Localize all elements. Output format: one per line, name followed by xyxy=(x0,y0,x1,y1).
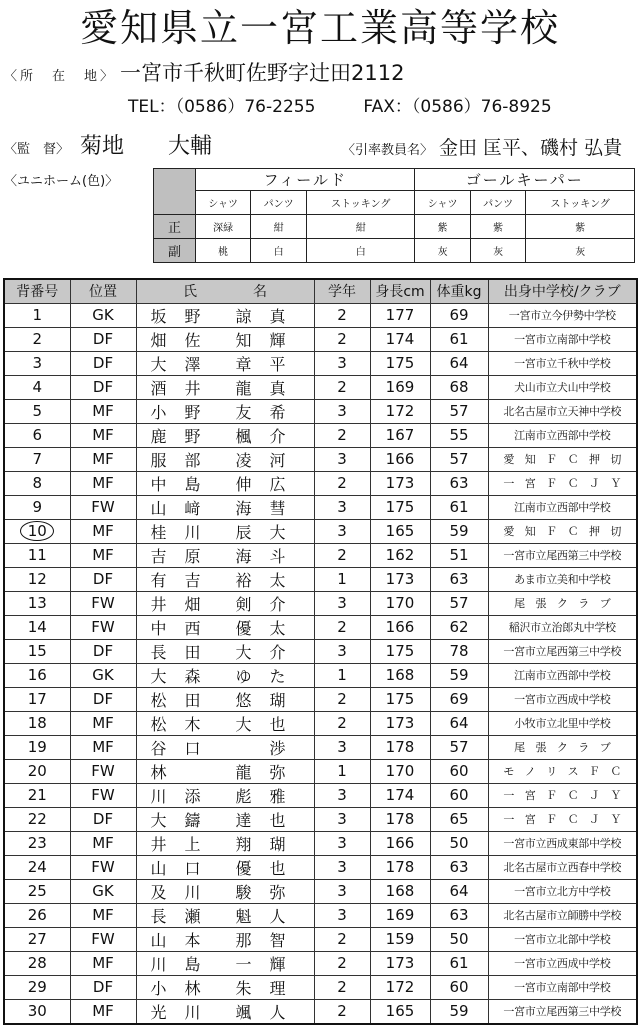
player-height: 165 xyxy=(370,999,430,1024)
player-weight: 50 xyxy=(430,831,488,855)
player-name: 松 田 悠 瑚 xyxy=(136,687,314,711)
player-number: 7 xyxy=(4,447,70,471)
table-row xyxy=(4,423,637,447)
player-grade: 1 xyxy=(314,663,370,687)
player-grade: 2 xyxy=(314,951,370,975)
player-grade: 1 xyxy=(314,759,370,783)
table-row xyxy=(4,495,637,519)
player-number: 1 xyxy=(4,303,70,327)
uniform-table xyxy=(153,168,635,263)
player-position: MF xyxy=(70,423,136,447)
table-row xyxy=(4,951,637,975)
player-name: 吉 原 海 斗 xyxy=(136,543,314,567)
player-school: 一宮市立尾西第三中学校 xyxy=(488,543,637,567)
player-height: 174 xyxy=(370,327,430,351)
player-grade: 3 xyxy=(314,735,370,759)
player-grade: 3 xyxy=(314,879,370,903)
table-row xyxy=(4,375,637,399)
player-height: 172 xyxy=(370,399,430,423)
uniform-item: パンツ xyxy=(470,191,526,215)
uniform-color: 深緑 xyxy=(196,215,251,239)
player-school: 一宮市立尾西第三中学校 xyxy=(488,999,637,1024)
player-name: 山 本 那 智 xyxy=(136,927,314,951)
header-height: 身長cm xyxy=(370,279,430,303)
player-grade: 2 xyxy=(314,375,370,399)
player-position: MF xyxy=(70,735,136,759)
table-row xyxy=(4,831,637,855)
player-weight: 55 xyxy=(430,423,488,447)
player-height: 169 xyxy=(370,375,430,399)
player-weight: 50 xyxy=(430,927,488,951)
uniform-item: シャツ xyxy=(196,191,251,215)
player-name: 服 部 凌 河 xyxy=(136,447,314,471)
table-row xyxy=(4,399,637,423)
player-weight: 57 xyxy=(430,591,488,615)
table-row xyxy=(4,975,637,999)
player-name: 大 森 ゆ た xyxy=(136,663,314,687)
player-weight: 57 xyxy=(430,399,488,423)
player-weight: 61 xyxy=(430,495,488,519)
player-position: DF xyxy=(70,351,136,375)
player-number: 4 xyxy=(4,375,70,399)
player-grade: 1 xyxy=(314,567,370,591)
table-row xyxy=(4,903,637,927)
player-grade: 3 xyxy=(314,519,370,543)
table-row xyxy=(4,567,637,591)
table-row xyxy=(4,543,637,567)
player-weight: 63 xyxy=(430,567,488,591)
uniform-row-secondary: 副 xyxy=(154,239,196,263)
player-height: 178 xyxy=(370,807,430,831)
player-name: 桂 川 辰 大 xyxy=(136,519,314,543)
address-value: 一宮市千秋町佐野字辻田2112 xyxy=(120,61,405,85)
header-number: 背番号 xyxy=(4,279,70,303)
player-height: 175 xyxy=(370,687,430,711)
table-row xyxy=(4,663,637,687)
player-height: 167 xyxy=(370,423,430,447)
player-school: 江南市立西部中学校 xyxy=(488,423,637,447)
player-grade: 2 xyxy=(314,687,370,711)
table-row xyxy=(4,639,637,663)
player-height: 168 xyxy=(370,879,430,903)
player-number: 29 xyxy=(4,975,70,999)
uniform-color: 紺 xyxy=(307,215,415,239)
player-weight: 64 xyxy=(430,879,488,903)
player-height: 175 xyxy=(370,639,430,663)
player-school: 北名古屋市立西春中学校 xyxy=(488,855,637,879)
uniform-label: 〈ユニホーム(色)〉 xyxy=(4,174,119,189)
player-position: FW xyxy=(70,591,136,615)
player-school: 愛 知 Ｆ Ｃ 押 切 xyxy=(488,447,637,471)
table-row xyxy=(4,879,637,903)
uniform-group-field: フィールド xyxy=(196,169,415,191)
player-height: 173 xyxy=(370,711,430,735)
player-name: 井 畑 剣 介 xyxy=(136,591,314,615)
uniform-color: 紫 xyxy=(415,215,470,239)
player-name: 光 川 颯 人 xyxy=(136,999,314,1024)
player-school: 愛 知 Ｆ Ｃ 押 切 xyxy=(488,519,637,543)
player-weight: 59 xyxy=(430,519,488,543)
player-grade: 3 xyxy=(314,399,370,423)
player-name: 川 島 一 輝 xyxy=(136,951,314,975)
player-height: 165 xyxy=(370,519,430,543)
player-grade: 3 xyxy=(314,783,370,807)
player-weight: 59 xyxy=(430,999,488,1024)
player-grade: 2 xyxy=(314,975,370,999)
player-height: 168 xyxy=(370,663,430,687)
player-number: 3 xyxy=(4,351,70,375)
player-position: DF xyxy=(70,375,136,399)
table-row xyxy=(4,447,637,471)
player-number: 16 xyxy=(4,663,70,687)
player-school: 小牧市立北里中学校 xyxy=(488,711,637,735)
player-grade: 2 xyxy=(314,927,370,951)
table-row xyxy=(4,759,637,783)
player-name: 川 添 彪 雅 xyxy=(136,783,314,807)
player-position: MF xyxy=(70,471,136,495)
player-name: 井 上 翔 瑚 xyxy=(136,831,314,855)
teachers-label: 〈引率教員名〉 xyxy=(342,143,434,158)
player-name: 鹿 野 楓 介 xyxy=(136,423,314,447)
player-height: 172 xyxy=(370,975,430,999)
uniform-color: 紺 xyxy=(251,215,307,239)
player-school: モ ノ リ ス Ｆ Ｃ xyxy=(488,759,637,783)
player-school: 尾 張 ク ラ ブ xyxy=(488,735,637,759)
player-name: 中 西 優 太 xyxy=(136,615,314,639)
player-number: 22 xyxy=(4,807,70,831)
player-position: MF xyxy=(70,543,136,567)
player-weight: 59 xyxy=(430,663,488,687)
player-school: 一宮市立南部中学校 xyxy=(488,975,637,999)
player-position: MF xyxy=(70,519,136,543)
table-row xyxy=(4,927,637,951)
player-grade: 3 xyxy=(314,447,370,471)
player-height: 178 xyxy=(370,735,430,759)
player-number: 8 xyxy=(4,471,70,495)
header-school: 出身中学校/クラブ xyxy=(488,279,637,303)
player-position: GK xyxy=(70,879,136,903)
player-position: DF xyxy=(70,807,136,831)
player-height: 174 xyxy=(370,783,430,807)
roster-table xyxy=(3,278,638,1025)
player-weight: 69 xyxy=(430,687,488,711)
teachers-line xyxy=(342,134,622,165)
player-position: DF xyxy=(70,687,136,711)
address-label: 〈所 在 地〉 xyxy=(4,69,117,84)
player-school: 一宮市立今伊勢中学校 xyxy=(488,303,637,327)
player-weight: 69 xyxy=(430,303,488,327)
uniform-color: 灰 xyxy=(470,239,526,263)
player-grade: 2 xyxy=(314,711,370,735)
uniform-color: 灰 xyxy=(526,239,635,263)
player-school: あま市立美和中学校 xyxy=(488,567,637,591)
uniform-color: 紫 xyxy=(470,215,526,239)
player-school: 北名古屋市立師勝中学校 xyxy=(488,903,637,927)
player-position: DF xyxy=(70,975,136,999)
player-number: 26 xyxy=(4,903,70,927)
player-name: 酒 井 龍 真 xyxy=(136,375,314,399)
uniform-item: シャツ xyxy=(415,191,470,215)
uniform-item: ストッキング xyxy=(526,191,635,215)
player-number: 28 xyxy=(4,951,70,975)
player-weight: 51 xyxy=(430,543,488,567)
player-school: 江南市立西部中学校 xyxy=(488,495,637,519)
table-row xyxy=(4,807,637,831)
player-name: 中 島 伸 広 xyxy=(136,471,314,495)
player-height: 166 xyxy=(370,447,430,471)
player-school: 一宮市立北方中学校 xyxy=(488,879,637,903)
supervisor-label: 〈監 督〉 xyxy=(4,142,70,157)
player-height: 170 xyxy=(370,759,430,783)
player-position: FW xyxy=(70,783,136,807)
player-school: 江南市立西部中学校 xyxy=(488,663,637,687)
uniform-color: 灰 xyxy=(415,239,470,263)
uniform-item: パンツ xyxy=(251,191,307,215)
player-position: FW xyxy=(70,615,136,639)
player-weight: 64 xyxy=(430,711,488,735)
player-height: 177 xyxy=(370,303,430,327)
player-grade: 3 xyxy=(314,903,370,927)
player-name: 長 瀬 魁 人 xyxy=(136,903,314,927)
player-weight: 61 xyxy=(430,951,488,975)
player-name: 長 田 大 介 xyxy=(136,639,314,663)
contact-line xyxy=(128,94,552,120)
player-height: 175 xyxy=(370,351,430,375)
player-grade: 3 xyxy=(314,351,370,375)
player-school: 一宮市立西成中学校 xyxy=(488,687,637,711)
player-weight: 61 xyxy=(430,327,488,351)
player-grade: 3 xyxy=(314,855,370,879)
player-number: 12 xyxy=(4,567,70,591)
player-height: 173 xyxy=(370,567,430,591)
player-grade: 3 xyxy=(314,591,370,615)
uniform-item: ストッキング xyxy=(307,191,415,215)
player-position: FW xyxy=(70,855,136,879)
teachers-names: 金田 匡平、磯村 弘貴 xyxy=(439,137,623,159)
uniform-color: 白 xyxy=(307,239,415,263)
player-school: 稲沢市立治郎丸中学校 xyxy=(488,615,637,639)
player-name: 松 木 大 也 xyxy=(136,711,314,735)
player-grade: 2 xyxy=(314,999,370,1024)
player-number: 18 xyxy=(4,711,70,735)
player-name: 林 龍 弥 xyxy=(136,759,314,783)
player-school: 一宮市立尾西第三中学校 xyxy=(488,639,637,663)
header-grade: 学年 xyxy=(314,279,370,303)
player-school: 一 宮 Ｆ Ｃ Ｊ Ｙ xyxy=(488,471,637,495)
player-name: 小 野 友 希 xyxy=(136,399,314,423)
player-height: 173 xyxy=(370,951,430,975)
player-grade: 3 xyxy=(314,639,370,663)
player-weight: 57 xyxy=(430,735,488,759)
table-row xyxy=(4,303,637,327)
player-number: 19 xyxy=(4,735,70,759)
uniform-color: 紫 xyxy=(526,215,635,239)
player-school: 一宮市立千秋中学校 xyxy=(488,351,637,375)
player-position: DF xyxy=(70,327,136,351)
player-position: MF xyxy=(70,951,136,975)
player-height: 175 xyxy=(370,495,430,519)
player-position: MF xyxy=(70,831,136,855)
player-school: 北名古屋市立天神中学校 xyxy=(488,399,637,423)
player-school: 犬山市立犬山中学校 xyxy=(488,375,637,399)
player-number: 27 xyxy=(4,927,70,951)
player-grade: 2 xyxy=(314,303,370,327)
player-grade: 2 xyxy=(314,327,370,351)
player-grade: 2 xyxy=(314,615,370,639)
tel-number: TEL：（0586）76-2255 xyxy=(128,97,316,117)
player-number: 5 xyxy=(4,399,70,423)
player-grade: 2 xyxy=(314,471,370,495)
player-number: 30 xyxy=(4,999,70,1024)
header-weight: 体重kg xyxy=(430,279,488,303)
player-grade: 3 xyxy=(314,831,370,855)
header-position: 位置 xyxy=(70,279,136,303)
player-name: 畑 佐 知 輝 xyxy=(136,327,314,351)
player-weight: 65 xyxy=(430,807,488,831)
player-weight: 57 xyxy=(430,447,488,471)
player-position: MF xyxy=(70,399,136,423)
player-number: 2 xyxy=(4,327,70,351)
circled-number: 10 xyxy=(20,521,54,541)
player-position: DF xyxy=(70,639,136,663)
table-row xyxy=(4,327,637,351)
player-position: FW xyxy=(70,495,136,519)
player-school: 尾 張 ク ラ ブ xyxy=(488,591,637,615)
table-row xyxy=(4,519,637,543)
player-number: 24 xyxy=(4,855,70,879)
supervisor-line xyxy=(4,132,212,165)
player-weight: 60 xyxy=(430,783,488,807)
player-height: 178 xyxy=(370,855,430,879)
player-name: 大 鑄 達 也 xyxy=(136,807,314,831)
player-weight: 60 xyxy=(430,975,488,999)
player-weight: 62 xyxy=(430,615,488,639)
player-height: 159 xyxy=(370,927,430,951)
player-weight: 63 xyxy=(430,903,488,927)
player-number: 15 xyxy=(4,639,70,663)
player-number: 25 xyxy=(4,879,70,903)
uniform-color: 桃 xyxy=(196,239,251,263)
player-name: 山 﨑 海 彗 xyxy=(136,495,314,519)
player-position: DF xyxy=(70,567,136,591)
player-height: 166 xyxy=(370,831,430,855)
school-title: 愛知県立一宮工業高等学校 xyxy=(79,6,560,50)
player-school: 一宮市立南部中学校 xyxy=(488,327,637,351)
player-height: 170 xyxy=(370,591,430,615)
player-height: 173 xyxy=(370,471,430,495)
uniform-corner xyxy=(154,169,196,215)
player-name: 大 澤 章 平 xyxy=(136,351,314,375)
player-number: 17 xyxy=(4,687,70,711)
player-school: 一 宮 Ｆ Ｃ Ｊ Ｙ xyxy=(488,807,637,831)
player-number: 11 xyxy=(4,543,70,567)
player-number: 6 xyxy=(4,423,70,447)
table-row xyxy=(4,471,637,495)
player-number: 21 xyxy=(4,783,70,807)
player-position: MF xyxy=(70,903,136,927)
fax-number: FAX：（0586）76-8925 xyxy=(363,97,552,117)
player-position: FW xyxy=(70,927,136,951)
player-weight: 68 xyxy=(430,375,488,399)
table-row xyxy=(4,855,637,879)
player-position: MF xyxy=(70,999,136,1024)
table-row xyxy=(4,783,637,807)
player-number xyxy=(4,519,70,543)
table-row xyxy=(4,711,637,735)
player-grade: 3 xyxy=(314,807,370,831)
table-row xyxy=(4,615,637,639)
supervisor-name: 菊地 大輔 xyxy=(80,134,213,159)
player-number: 13 xyxy=(4,591,70,615)
player-weight: 63 xyxy=(430,471,488,495)
player-name: 及 川 駿 弥 xyxy=(136,879,314,903)
address-line xyxy=(4,58,404,92)
header-name: 氏 名 xyxy=(136,279,314,303)
uniform-group-keeper: ゴールキーパー xyxy=(415,169,635,191)
player-position: FW xyxy=(70,759,136,783)
player-number: 20 xyxy=(4,759,70,783)
player-number: 14 xyxy=(4,615,70,639)
player-position: GK xyxy=(70,303,136,327)
uniform-row-primary: 正 xyxy=(154,215,196,239)
player-weight: 64 xyxy=(430,351,488,375)
player-name: 有 吉 裕 太 xyxy=(136,567,314,591)
player-school: 一宮市立西成東部中学校 xyxy=(488,831,637,855)
player-school: 一 宮 Ｆ Ｃ Ｊ Ｙ xyxy=(488,783,637,807)
player-name: 山 口 優 也 xyxy=(136,855,314,879)
table-row xyxy=(4,735,637,759)
player-school: 一宮市立北部中学校 xyxy=(488,927,637,951)
player-height: 162 xyxy=(370,543,430,567)
player-weight: 78 xyxy=(430,639,488,663)
player-grade: 3 xyxy=(314,495,370,519)
player-weight: 60 xyxy=(430,759,488,783)
player-name: 坂 野 諒 真 xyxy=(136,303,314,327)
player-number: 23 xyxy=(4,831,70,855)
player-height: 169 xyxy=(370,903,430,927)
player-name: 小 林 朱 理 xyxy=(136,975,314,999)
table-row xyxy=(4,999,637,1024)
player-school: 一宮市立西成中学校 xyxy=(488,951,637,975)
player-grade: 2 xyxy=(314,423,370,447)
player-name: 谷 口 渉 xyxy=(136,735,314,759)
player-position: GK xyxy=(70,663,136,687)
player-height: 166 xyxy=(370,615,430,639)
table-row xyxy=(4,687,637,711)
player-position: MF xyxy=(70,447,136,471)
player-number: 9 xyxy=(4,495,70,519)
player-position: MF xyxy=(70,711,136,735)
player-grade: 2 xyxy=(314,543,370,567)
table-row xyxy=(4,591,637,615)
table-row xyxy=(4,351,637,375)
uniform-color: 白 xyxy=(251,239,307,263)
player-weight: 63 xyxy=(430,855,488,879)
